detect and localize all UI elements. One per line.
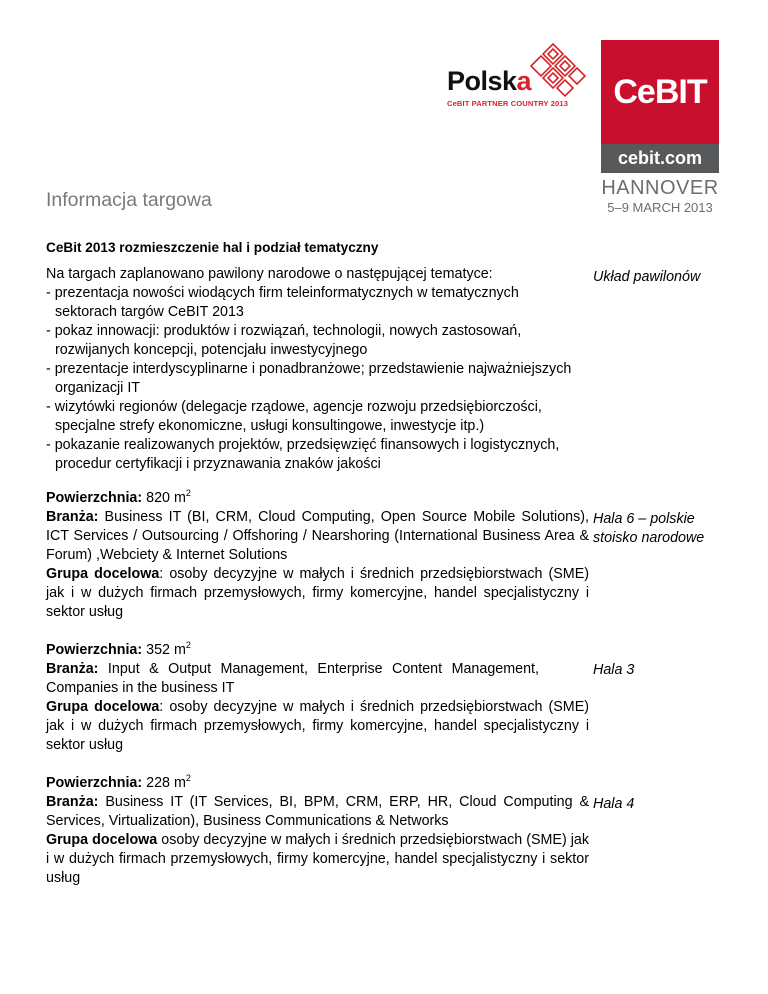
cebit-brand: CeBIT (601, 40, 719, 144)
industry-line (46, 508, 589, 565)
hall-block-2 (46, 641, 589, 755)
industry-line (46, 660, 589, 698)
industry-text: Business IT (IT Services, BI, BPM, CRM, ERP, HR, Cloud Computing & Services, Virtualization), Business Communications & Networks (46, 794, 589, 829)
industry-label: Branża: (46, 509, 99, 525)
industry-line (46, 793, 589, 831)
area-value: 820 (146, 490, 170, 506)
target-line: Grupa docelowa: osoby decyzyjne w małych i średnich przedsiębiorstwach (SME) jak i w dużych firmach przemysłowych, firmy komercyjne, handel specjalistyczny i sektor usług (46, 566, 589, 620)
cebit-website: cebit.com (601, 144, 719, 173)
target-text: osoby decyzyjne w małych i średnich przedsiębiorstwach (SME) jak i w dużych firmach przemysłowych, firmy komercyjne, handel specjalistyczny i sektor usług (46, 566, 589, 620)
target-label: Grupa docelowa (46, 699, 160, 715)
area-line: Powierzchnia: 820 $m^2$ (46, 488, 191, 506)
target-line: Grupa docelowa: osoby decyzyjne w małych i średnich przedsiębiorstwach (SME) jak i w dużych firmach przemysłowych, firmy komercyjne, handel specjalistyczny i sektor usług (46, 699, 589, 753)
area-label: Powierzchnia: (46, 490, 143, 506)
polska-partner-country-logo (441, 40, 586, 115)
hall-block-1 (46, 489, 589, 622)
industry-label: Branża: (46, 794, 99, 810)
cebit-logo (601, 40, 719, 220)
cebit-city: HANNOVER (601, 177, 719, 199)
side-label-hall-4: Hala 4 (593, 796, 635, 812)
target-label: Grupa docelowa (46, 832, 158, 848)
area-line: Powierzchnia: 352 $m^2$ (46, 640, 191, 658)
intro-bullet: - wizytówki regionów (delegacje rządowe, agencje rozwoju przedsiębiorczości, specjalne strefy ekonomiczne, usługi konsultingowe, inwestycje itp.) (46, 399, 542, 434)
hall-block-3 (46, 774, 589, 888)
target-line (46, 831, 589, 888)
target-label: Grupa docelowa (46, 566, 160, 582)
area-label: Powierzchnia: (46, 642, 143, 658)
side-label-hall-6: Hala 6 – polskie stoisko narodowe (593, 511, 705, 546)
side-label-hall-3: Hala 3 (593, 662, 635, 678)
industry-label: Branża: (46, 661, 99, 677)
intro-lead: Na targach zaplanowano pawilony narodowe o następującej tematyce: (46, 266, 493, 282)
polska-wordmark: Polska (447, 66, 532, 96)
industry-text: Input & Output Management, Enterprise Content Management, Companies in the business IT (46, 661, 539, 696)
target-text: osoby decyzyjne w małych i średnich przedsiębiorstwach (SME) jak i w dużych firmach przemysłowych, firmy komercyjne, handel specjalistyczny i sektor usług (46, 832, 589, 886)
intro-block (46, 265, 576, 474)
intro-bullet: - pokazanie realizowanych projektów, przedsięwzięć finansowych i logistycznych, procedur certyfikacji i przyznawania znaków jakości (46, 437, 560, 472)
area-value: 228 (146, 775, 170, 791)
intro-bullet: - pokaz innowacji: produktów i rozwiązań, technologii, nowych zastosowań, rozwijanych koncepcji, potencjału inwestycyjnego (46, 323, 522, 358)
cebit-dates: 5–9 MARCH 2013 (607, 200, 713, 215)
intro-bullet: - prezentacje interdyscyplinarne i ponadbranżowe; przedstawienie najważniejszych organizacji IT (46, 361, 572, 396)
partner-country-subtitle: CeBIT PARTNER COUNTRY 2013 (447, 99, 569, 108)
intro-bullet: - prezentacja nowości wiodących firm teleinformatycznych w tematycznych sektorach targów CeBIT 2013 (46, 285, 519, 320)
area-value: 352 (146, 642, 170, 658)
section-heading: CeBit 2013 rozmieszczenie hal i podział tematyczny (46, 240, 379, 255)
industry-text: Business IT (BI, CRM, Cloud Computing, Open Source Mobile Solutions), ICT Services / Outsourcing / Offshoring / Nearshoring (International Business Area & Forum) ,Webciety & Internet Solutions (46, 509, 589, 563)
area-line: Powierzchnia: 228 $m^2$ (46, 773, 191, 791)
area-label: Powierzchnia: (46, 775, 143, 791)
document-title: Informacja targowa (46, 189, 212, 211)
target-text: osoby decyzyjne w małych i średnich przedsiębiorstwach (SME) jak i w dużych firmach przemysłowych, firmy komercyjne, handel specjalistyczny i sektor usług (46, 699, 589, 753)
side-label-layout: Układ pawilonów (593, 269, 701, 285)
